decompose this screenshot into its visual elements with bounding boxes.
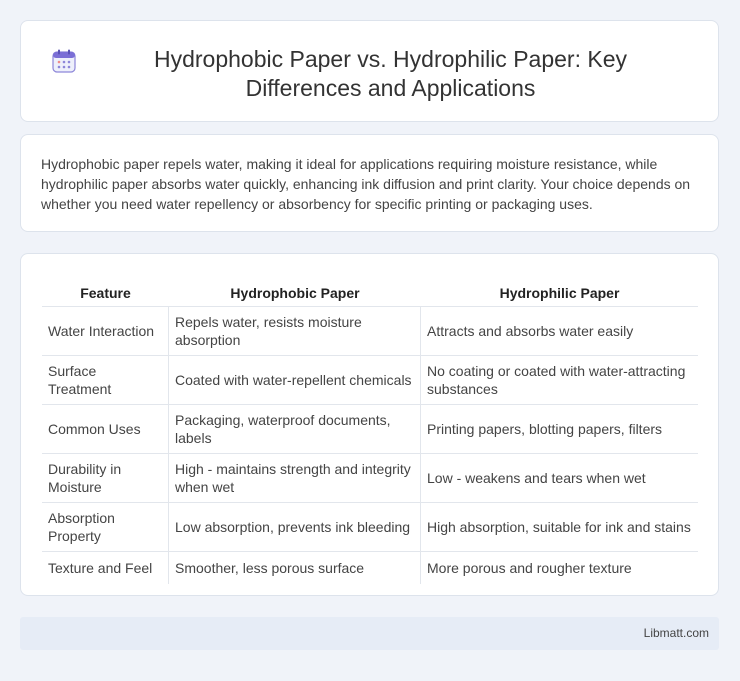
feature-cell: Texture and Feel [42,552,169,584]
hydrophilic-cell: Printing papers, blotting papers, filters [421,405,698,454]
feature-cell: Surface Treatment [42,356,169,405]
summary-card [20,134,719,232]
hydrophobic-cell: Repels water, resists moisture absorption [169,307,421,356]
footer [20,617,719,650]
hydrophobic-cell: Low absorption, prevents ink bleeding [169,503,421,552]
table-row [42,307,698,356]
feature-cell: Common Uses [42,405,169,454]
header-hydrophilic: Hydrophilic Paper [421,274,698,307]
hydrophilic-cell: Attracts and absorbs water easily [421,307,698,356]
footer-brand[interactable]: Libmatt.com [643,626,709,640]
table-row [42,454,698,503]
calendar-icon [51,48,77,74]
feature-cell: Durability in Moisture [42,454,169,503]
hydrophilic-cell: No coating or coated with water-attracting substances [421,356,698,405]
table-row [42,405,698,454]
hydrophilic-cell: Low - weakens and tears when wet [421,454,698,503]
comparison-table [42,274,698,584]
feature-cell: Absorption Property [42,503,169,552]
hydrophobic-cell: High - maintains strength and integrity when wet [169,454,421,503]
hydrophobic-cell: Smoother, less porous surface [169,552,421,584]
title-card [20,20,719,122]
table-row [42,356,698,405]
header-hydrophobic: Hydrophobic Paper [169,274,421,307]
hydrophobic-cell: Coated with water-repellent chemicals [169,356,421,405]
hydrophilic-cell: High absorption, suitable for ink and stains [421,503,698,552]
hydrophobic-cell: Packaging, waterproof documents, labels [169,405,421,454]
comparison-table-card [20,253,719,596]
table-row [42,503,698,552]
table-header-row [42,274,698,307]
header-feature: Feature [42,274,169,307]
feature-cell: Water Interaction [42,307,169,356]
hydrophilic-cell: More porous and rougher texture [427,560,632,576]
table-row [42,552,698,584]
page-title: Hydrophobic Paper vs. Hydrophilic Paper: Key Differences and Applications [153,46,627,101]
summary-text: Hydrophobic paper repels water, making it ideal for applications requiring moisture resistance, while hydrophilic paper absorbs water quickly, enhancing ink diffusion and print clarity. Your choice depends on whether you need water repellency or absorbency for specific printing or packaging uses. [41,156,691,212]
